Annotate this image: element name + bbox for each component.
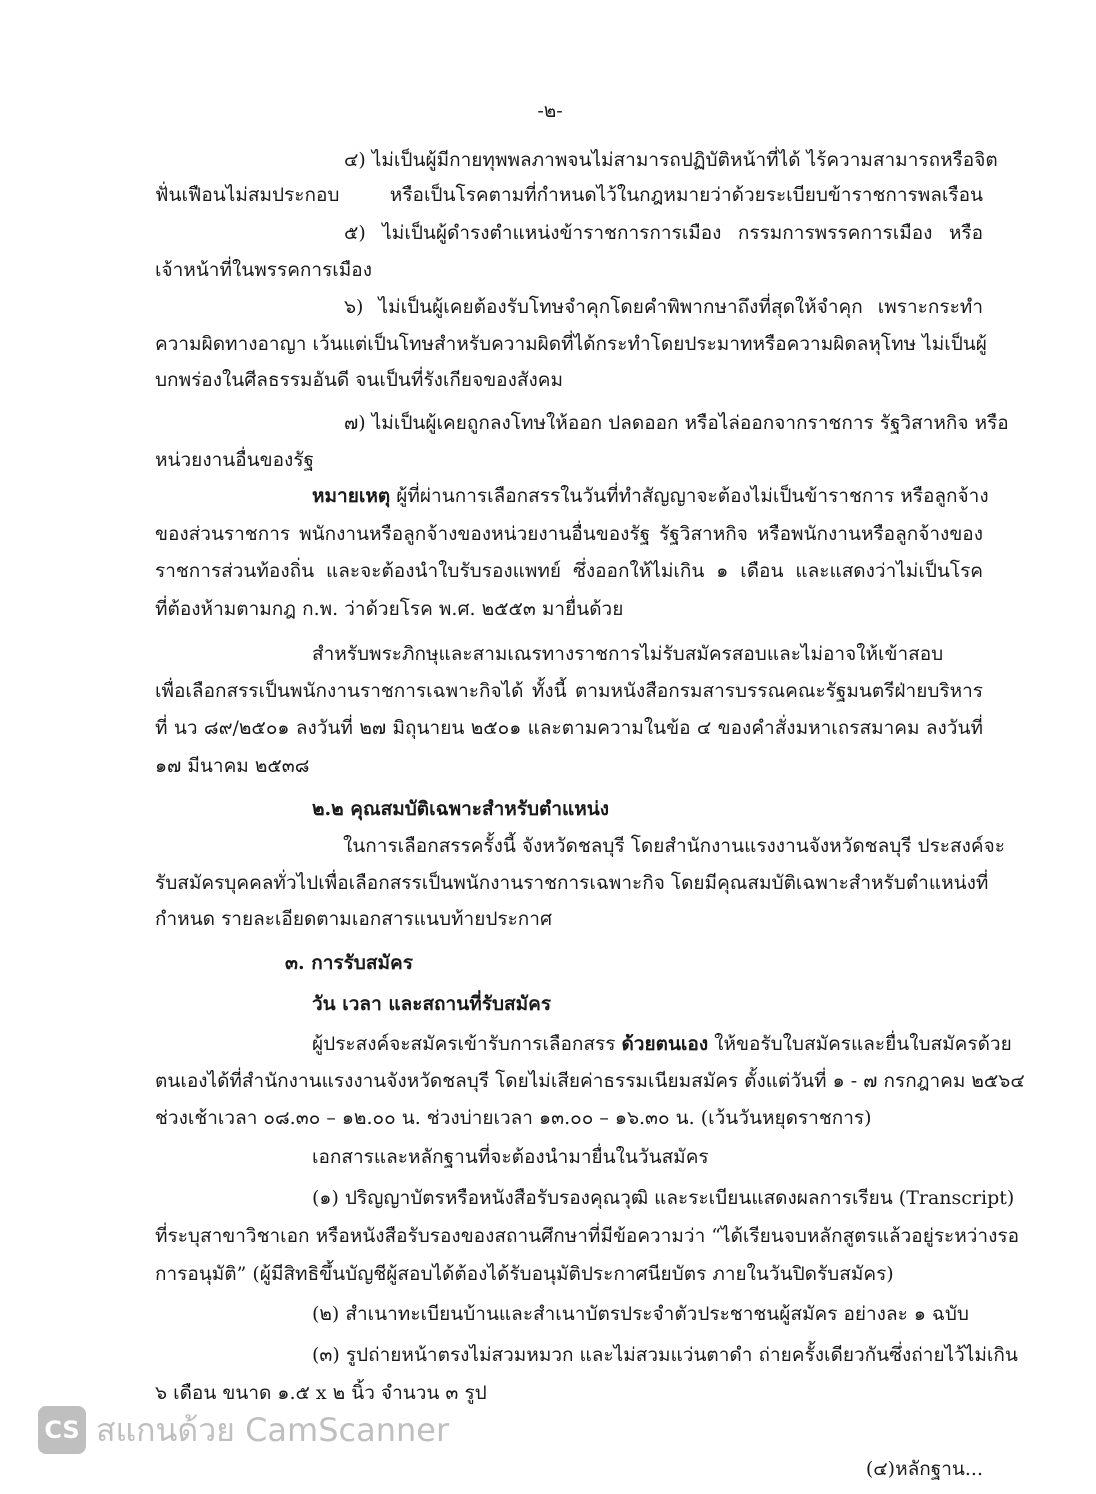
page-number: -๒- (537, 100, 563, 122)
apply-in-person: ด้วยตนเอง (621, 1033, 709, 1055)
section-2-2-heading: ๒.๒ คุณสมบัติเฉพาะสำหรับตำแหน่ง (312, 798, 610, 820)
doc-1-line-1: (๑) ปริญญาบัตรหรือหนังสือรับรองคุณวุฒิ และระเบียนแสดงผลการเรียน (Transcript) (312, 1187, 1015, 1209)
section-2-2-line-1: ในการเลือกสรรครั้งนี้ จังหวัดชลบุรี โดยสำนักงานแรงงานจังหวัดชลบุรี ประสงค์จะ (343, 835, 1005, 857)
date-time-place-heading: วัน เวลา และสถานที่รับสมัคร (312, 993, 552, 1015)
monk-line-3: ที่ นว ๘๙/๒๕๐๑ ลงวันที่ ๒๗ มิถุนายน ๒๕๐๑ และตามความในข้อ ๔ ของคำสั่งมหาเถรสมาคม ลงวันที่ (155, 717, 983, 739)
continuation-note: (๔)หลักฐาน... (865, 1458, 983, 1480)
monk-line-2: เพื่อเลือกสรรเป็นพนักงานราชการเฉพาะกิจได้ ทั้งนี้ ตามหนังสือกรมสารบรรณคณะรัฐมนตรีฝ่ายบริหาร (155, 680, 983, 702)
item-7-line-2: หน่วยงานอื่นของรัฐ (155, 449, 315, 471)
doc-1-line-2: ที่ระบุสาขาวิชาเอก หรือหนังสือรับรองของสถานศึกษาที่มีข้อความว่า “ได้เรียนจบหลักสูตรแล้วอยู่ระหว่างรอ (155, 1225, 1019, 1247)
remark-line-3: ราชการส่วนท้องถิ่น และจะต้องนำใบรับรองแพทย์ ซึ่งออกให้ไม่เกิน ๑ เดือน และแสดงว่าไม่เป็นโรค (155, 560, 983, 582)
watermark-text: สแกนด้วย CamScanner (96, 1410, 450, 1449)
remark-label: หมายเหตุ (312, 485, 391, 507)
doc-1-line-3: การอนุมัติ” (ผู้มีสิทธิขึ้นบัญชีผู้สอบได้ต้องได้รับอนุมัติประกาศนียบัตร ภายในวันปิดรับสมัคร) (155, 1263, 894, 1285)
remark-line-4: ที่ต้องห้ามตามกฎ ก.พ. ว่าด้วยโรค พ.ศ. ๒๕๕๓ มายื่นด้วย (155, 598, 624, 620)
doc-2-line-1: (๒) สำเนาทะเบียนบ้านและสำเนาบัตรประจำตัวประชาชนผู้สมัคร อย่างละ ๑ ฉบับ (312, 1303, 969, 1325)
camscanner-logo-icon: CS (38, 1406, 86, 1454)
apply-text-b: ให้ขอรับใบสมัครและยื่นใบสมัครด้วย (708, 1033, 1012, 1055)
item-7-line-1: ๗) ไม่เป็นผู้เคยถูกลงโทษให้ออก ปลดออก หรือไล่ออกจากราชการ รัฐวิสาหกิจ หรือ (344, 412, 1009, 434)
item-6-line-3: บกพร่องในศีลธรรมอันดี จนเป็นที่รังเกียจของสังคม (155, 369, 563, 391)
documents-heading: เอกสารและหลักฐานที่จะต้องนำมายื่นในวันสมัคร (312, 1146, 709, 1168)
apply-line-2: ตนเองได้ที่สำนักงานแรงงานจังหวัดชลบุรี โดยไม่เสียค่าธรรมเนียมสมัคร ตั้งแต่วันที่ ๑ - ๗ กรกฎาคม ๒๕๖๔ (155, 1070, 1025, 1092)
camscanner-watermark (38, 1404, 449, 1456)
item-5-line-2: เจ้าหน้าที่ในพรรคการเมือง (155, 259, 372, 281)
section-3-heading: ๓. การรับสมัคร (285, 952, 413, 974)
section-2-2-line-3: กำหนด รายละเอียดตามเอกสารแนบท้ายประกาศ (155, 908, 553, 930)
monk-line-4: ๑๗ มีนาคม ๒๕๓๘ (155, 755, 310, 777)
item-4-line-2: ฟั่นเฟือนไม่สมประกอบ หรือเป็นโรคตามที่กำหนดไว้ในกฎหมายว่าด้วยระเบียบข้าราชการพลเรือน (155, 184, 983, 206)
item-4-line-1: ๔) ไม่เป็นผู้มีกายทุพพลภาพจนไม่สามารถปฏิบัติหน้าที่ได้ ไร้ความสามารถหรือจิต (344, 149, 998, 171)
doc-3-line-1: (๓) รูปถ่ายหน้าตรงไม่สวมหมวก และไม่สวมแว่นตาดำ ถ่ายครั้งเดียวกันซึ่งถ่ายไว้ไม่เกิน (312, 1344, 1018, 1366)
remark-text: ผู้ที่ผ่านการเลือกสรรในวันที่ทำสัญญาจะต้องไม่เป็นข้าราชการ หรือลูกจ้าง (390, 485, 989, 507)
apply-line-1 (312, 1030, 1012, 1058)
remark-line-1 (312, 482, 989, 510)
doc-3-line-2: ๖ เดือน ขนาด ๑.๕ x ๒ นิ้ว จำนวน ๓ รูป (155, 1382, 487, 1404)
remark-line-2: ของส่วนราชการ พนักงานหรือลูกจ้างของหน่วยงานอื่นของรัฐ รัฐวิสาหกิจ หรือพนักงานหรือลูกจ้างของ (155, 523, 983, 545)
section-2-2-line-2: รับสมัครบุคคลทั่วไปเพื่อเลือกสรรเป็นพนักงานราชการเฉพาะกิจ โดยมีคุณสมบัติเฉพาะสำหรับตำแหน่งที่ (155, 872, 989, 894)
item-6-line-2: ความผิดทางอาญา เว้นแต่เป็นโทษสำหรับความผิดที่ได้กระทำโดยประมาทหรือความผิดลหุโทษ ไม่เป็นผู้ (155, 333, 987, 355)
item-6-line-1: ๖) ไม่เป็นผู้เคยต้องรับโทษจำคุกโดยคำพิพากษาถึงที่สุดให้จำคุก เพราะกระทำ (344, 296, 983, 318)
monk-line-1: สำหรับพระภิกษุและสามเณรทางราชการไม่รับสมัครสอบและไม่อาจให้เข้าสอบ (312, 643, 944, 665)
item-5-line-1: ๕) ไม่เป็นผู้ดำรงตำแหน่งข้าราชการการเมือง กรรมการพรรคการเมือง หรือ (344, 222, 983, 244)
apply-text-a: ผู้ประสงค์จะสมัครเข้ารับการเลือกสรร (312, 1033, 622, 1055)
apply-line-3: ช่วงเช้าเวลา ๐๘.๓๐ – ๑๒.๐๐ น. ช่วงบ่ายเวลา ๑๓.๐๐ – ๑๖.๓๐ น. (เว้นวันหยุดราชการ) (155, 1107, 872, 1129)
